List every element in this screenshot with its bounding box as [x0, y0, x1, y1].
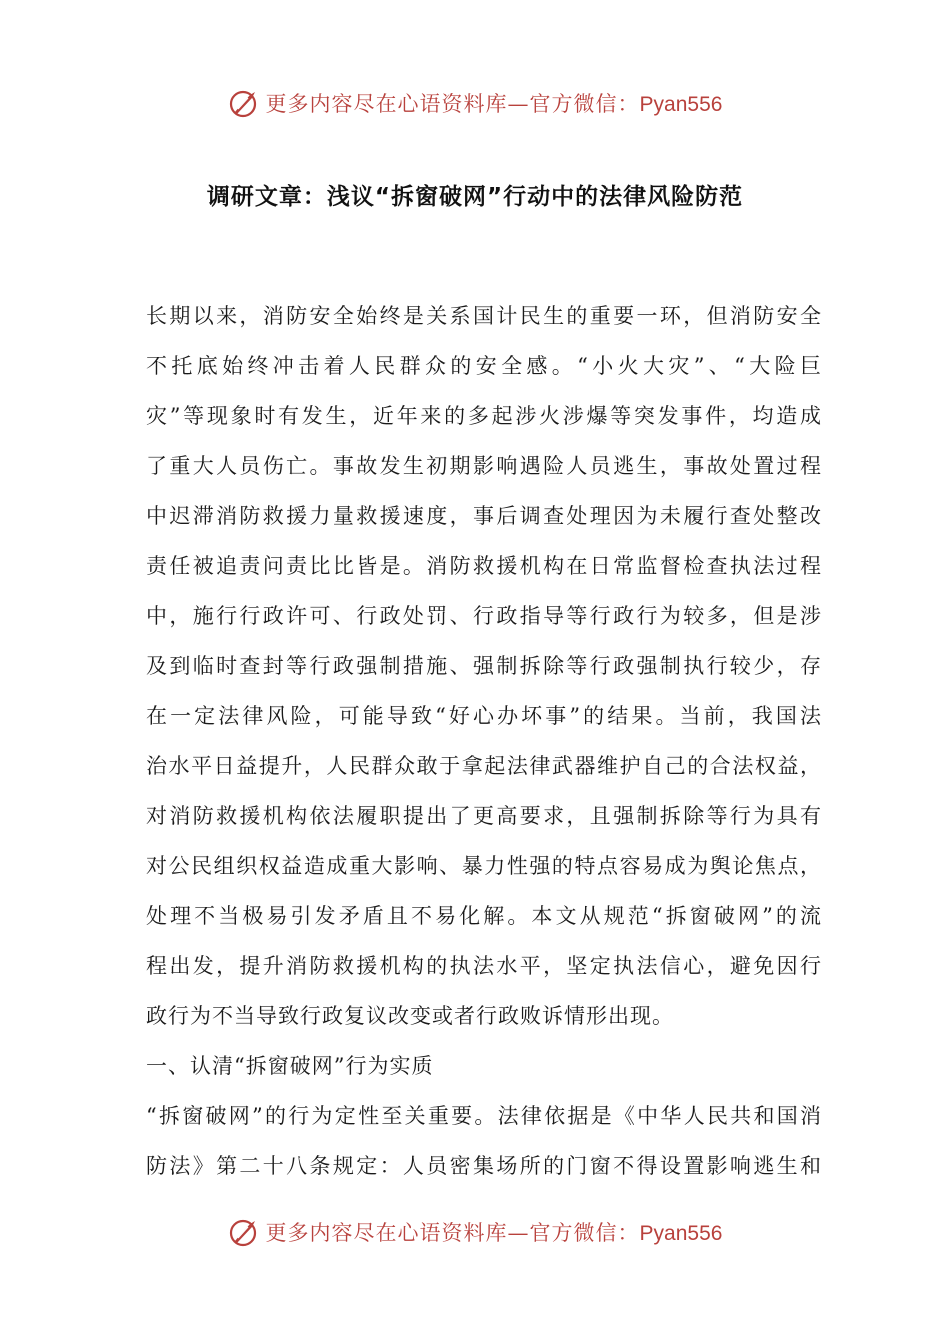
quill-logo-icon: [228, 87, 260, 119]
body-line: 对消防救援机构依法履职提出了更高要求，且强制拆除等行为具有: [146, 804, 822, 828]
body-line: 程出发，提升消防救援机构的执法水平，坚定执法信心，避免因行: [146, 954, 822, 978]
header-wechat-handle: Pyan556: [639, 93, 723, 116]
page-title: 调研文章：浅议“拆窗破网”行动中的法律风险防范: [206, 184, 744, 210]
body-line: 对公民组织权益造成重大影响、暴力性强的特点容易成为舆论焦点，: [146, 854, 822, 878]
body-line: 了重大人员伤亡。事故发生初期影响遇险人员逃生，事故处置过程: [146, 454, 822, 478]
body-line: 中迟滞消防救援力量救援速度，事后调查处理因为未履行查处整改: [146, 504, 822, 528]
header-banner: [0, 83, 950, 123]
body-line: 不托底始终冲击着人民群众的安全感。“小火大灾”、“大险巨: [146, 354, 822, 378]
body-line: 治水平日益提升，人民群众敢于拿起法律武器维护自己的合法权益，: [146, 754, 822, 778]
body-line: 责任被追责问责比比皆是。消防救援机构在日常监督检查执法过程: [146, 554, 822, 578]
document-body: [146, 291, 822, 1191]
quill-logo-icon: [228, 1216, 260, 1248]
body-line: 在一定法律风险，可能导致“好心办坏事”的结果。当前，我国法: [146, 704, 822, 728]
body-line: 处理不当极易引发矛盾且不易化解。本文从规范“拆窗破网”的流: [146, 904, 822, 928]
body-line: 长期以来，消防安全始终是关系国计民生的重要一环，但消防安全: [146, 304, 822, 328]
section-heading: 一、认清“拆窗破网”行为实质: [146, 1054, 434, 1078]
footer-banner: [0, 1212, 950, 1252]
body-line: 防法》第二十八条规定：人员密集场所的门窗不得设置影响逃生和: [146, 1154, 822, 1178]
header-banner-text: 更多内容尽在心语资料库—官方微信：Pyan556: [265, 92, 723, 116]
body-line: 政行为不当导致行政复议改变或者行政败诉情形出现。: [146, 1004, 674, 1028]
footer-wechat-handle: Pyan556: [639, 1222, 723, 1245]
body-line: “拆窗破网”的行为定性至关重要。法律依据是《中华人民共和国消: [146, 1104, 822, 1128]
footer-banner-text: 更多内容尽在心语资料库—官方微信：Pyan556: [265, 1221, 723, 1245]
body-line: 灾”等现象时有发生，近年来的多起涉火涉爆等突发事件，均造成: [146, 404, 822, 428]
body-line: 中，施行行政许可、行政处罚、行政指导等行政行为较多，但是涉: [146, 604, 822, 628]
body-line: 及到临时查封等行政强制措施、强制拆除等行政强制执行较少，存: [146, 654, 822, 678]
